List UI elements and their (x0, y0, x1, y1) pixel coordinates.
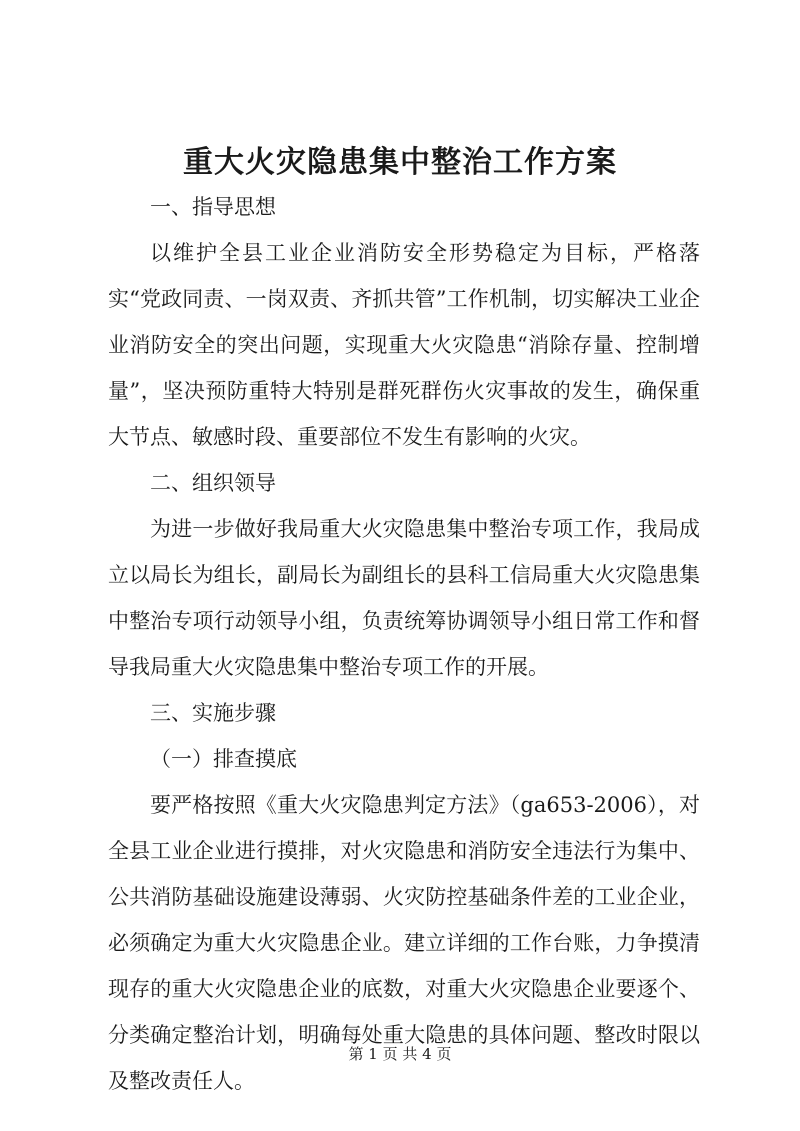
subsection-heading-investigation: （一）排查摸底 (150, 747, 297, 771)
section-paragraph-guiding-ideology: 以维护全县工业企业消防安全形势稳定为目标，严格落实“党政同责、一岗双责、齐抓共管”工作机制，切实解决工业企业消防安全的突出问题，实现重大火灾隐患“消除存量、控制增量”，坚决预防重特大特别是群死群伤火灾事故的发生，确保重大节点、敏感时段、重要部位不发生有影响的火灾。 (108, 241, 700, 449)
page-footer: 第 1 页 共 4 页 (348, 1045, 452, 1063)
document-body (108, 184, 700, 1104)
document-title: 重大火灾隐患集中整治工作方案 (183, 145, 617, 180)
section-heading-organization: 二、组织领导 (150, 471, 276, 495)
section-paragraph-organization: 为进一步做好我局重大火灾隐患集中整治专项工作，我局成立以局长为组长，副局长为副组长的县科工信局重大火灾隐患集中整治专项行动领导小组，负责统筹协调领导小组日常工作和督导我局重大火灾隐患集中整治专项工作的开展。 (108, 517, 700, 679)
section-heading-implementation: 三、实施步骤 (150, 701, 276, 725)
section-heading-guiding-ideology: 一、指导思想 (150, 195, 276, 219)
section-paragraph-investigation: 要严格按照《重大火灾隐患判定方法》（ga653-2006），对全县工业企业进行摸排，对火灾隐患和消防安全违法行为集中、公共消防基础设施建设薄弱、火灾防控基础条件差的工业企业，必须确定为重大火灾隐患企业。建立详细的工作台账，力争摸清现存的重大火灾隐患企业的底数，对重大火灾隐患企业要逐个、分类确定整治计划，明确每处重大隐患的具体问题、整改时限以及整改责任人。 (108, 793, 700, 1093)
